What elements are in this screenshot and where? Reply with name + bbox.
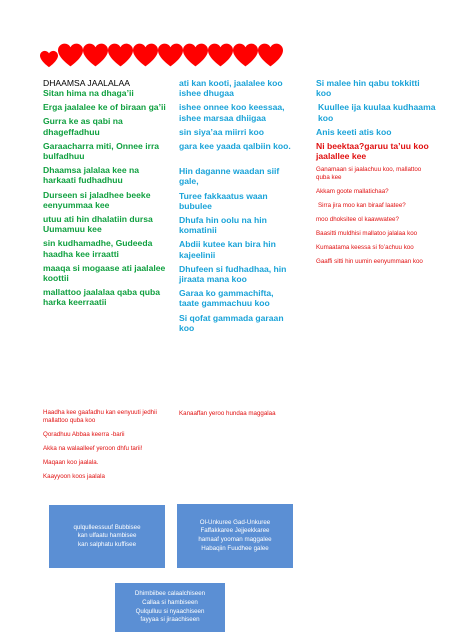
poem-line: Si malee hin qabu tokkitti koo — [316, 78, 420, 99]
poem-line: gara kee yaada qalbiin koo. — [179, 141, 291, 152]
heart-icon — [258, 40, 283, 70]
box-line: Callaa si hambiseen — [142, 598, 198, 606]
poem-line: Dhaamsa jalalaa kee na harkaati fudhadhuu — [43, 165, 140, 186]
poem-line: Sitan hima na dhaga’ii — [43, 88, 134, 98]
heart-icon — [208, 40, 233, 70]
poem-line: sin kudhamadhe, Gudeeda haadha kee irraatti — [43, 238, 153, 259]
box-line: qulqulleessuuf Bubbisee — [73, 523, 141, 531]
poem-line: Maqaan koo jaalala. — [43, 459, 99, 466]
poem-line: utuu ati hin dhalatiin dursa Uumamuu kee — [43, 214, 153, 235]
box-line: hamaaf yooman maggalee — [198, 536, 272, 543]
heart-icon — [133, 40, 158, 70]
verse-box-2 — [177, 504, 293, 568]
poem-line: Dhufeen si fudhadhaa, hin jiraata mana koo — [179, 263, 287, 285]
poem-line: Durseen si jaladhee beeke eenyummaa kee — [43, 189, 151, 210]
heart-icon — [83, 40, 108, 70]
box-line: kan ulfaatu hambisee — [77, 532, 137, 540]
poem-line: Dhufa hin oolu na hin komatinii — [179, 215, 267, 236]
poem-column-1 — [43, 78, 168, 308]
box-line: Ol-Unkuree Gad-Unkuree — [199, 518, 271, 526]
poem-line: Haadha kee gaafadhu kan eenyuuti jedhii mallattoo quba koo — [43, 409, 157, 424]
box-line: Dhimbiibee calaalchiseen — [134, 590, 206, 598]
poem-line: Erga jaalalee ke of biraan ga’ii — [43, 102, 166, 113]
poem-line: ishee onnee koo keessaa, ishee marsaa dhiigaa — [179, 102, 285, 123]
poem-line: Gurra ke as qabi na dhageffadhuu — [43, 116, 123, 137]
box-line: Faffakkaree Jejjeekkaree — [200, 527, 270, 535]
poem-line: Turee fakkaatus waan bubulee — [179, 190, 268, 211]
poem-column-3 — [316, 78, 436, 266]
poem-line: sin siya’aa miirri koo — [179, 126, 265, 137]
hearts-row — [40, 40, 340, 74]
heart-icon — [58, 40, 83, 70]
box-line: Habaqiin Fuudhee galee — [201, 544, 269, 552]
poem-column-2 — [179, 78, 294, 333]
poem-line: Hin daganne waadan siif gale, — [179, 166, 280, 187]
poem-line: Abdii kutee kan bira hin kajeelinii — [179, 239, 276, 260]
poem-line: Kumaatama keessa si fo’achuu koo — [316, 244, 414, 252]
verse-box-1 — [49, 505, 165, 568]
poem-line: maaqa si mogaase ati jaalalee koottii — [43, 262, 166, 284]
poem-line: ati kan kooti, jaalalee koo ishee dhugaa — [179, 78, 283, 99]
poem-line: Baasitti muldhisi mallatoo jalalaa koo — [316, 230, 418, 238]
verse-box-3 — [115, 583, 225, 632]
heart-icon — [108, 40, 133, 70]
poem-line: Garaa ko gammachifta, taate gammachuu koo — [179, 288, 274, 309]
poem-line: Akkam goote mallatichaa? — [316, 188, 389, 196]
box-line: Qulqulluu si nyaachiseen — [135, 607, 205, 615]
heart-icon — [40, 48, 58, 70]
poem-line: Kuullee ija kuulaa kudhaama koo — [318, 102, 436, 123]
heart-icon — [183, 40, 208, 70]
heart-icon — [158, 40, 183, 70]
poem-line: Ganamaan si jaalachuu koo, mallattoo quba kee — [316, 166, 422, 182]
lower-left-text — [43, 409, 163, 481]
poem-line: Garaacharra miti, Onnee irra bulfadhuu — [43, 140, 160, 162]
poem-line: Kaayyoon koos jaalala — [43, 473, 105, 480]
poem-line: moo dhoksitee ol kaawwatee? — [316, 216, 399, 224]
poem-line: mallattoo jaalalaa qaba quba harka keerraatii — [43, 287, 161, 308]
poem-line: Sirra jira moo kan biraaf laatee? — [318, 202, 406, 210]
lower-mid-text — [179, 410, 299, 418]
poem-line: Anis keeti atis koo — [316, 126, 392, 137]
heart-icon — [233, 40, 258, 70]
poem-line-highlight: Ni beektaa?garuu ta’uu koo jaalallee kee — [316, 141, 429, 162]
box-line: kan salphatu kuffisee — [77, 540, 137, 548]
poem-line: Si qofat gammada garaan koo — [179, 312, 284, 333]
poem-line: Qoradhuu Abbaa keerra -barii — [43, 431, 125, 438]
poem-heading: DHAAMSA JAALALAA — [43, 78, 130, 88]
poem-line: Kanaaffan yeroo hundaa maggalaa — [179, 410, 276, 417]
poem-line: Akka na walaalleef yeroon dhfu tarii! — [43, 445, 143, 452]
box-line: fayyaa si jiraachiseen — [140, 616, 200, 624]
poem-line: Gaaffi sitti hin uumin eenyummaan koo — [316, 258, 423, 266]
